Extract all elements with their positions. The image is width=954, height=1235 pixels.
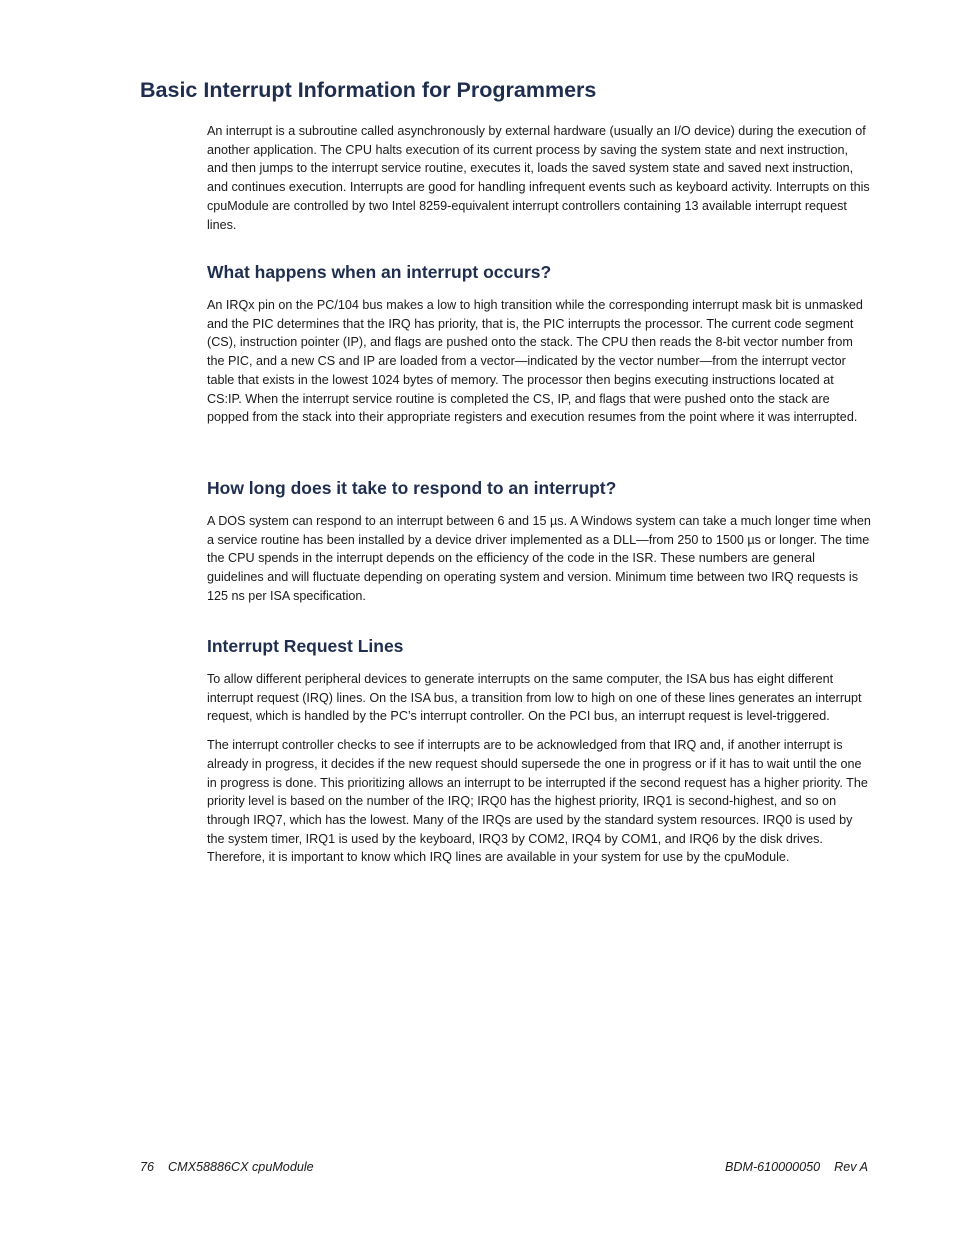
footer-left xyxy=(140,1160,314,1174)
document-id: BDM-610000050 xyxy=(724,1160,821,1174)
section-paragraph: To allow different peripheral devices to generate interrupts on the same computer, the ISA bus has eight different interrupt request (IRQ) lines. On the ISA bus, a transition from low to high on one of these lines generates an interrupt request, which is handled by the PC’s interrupt controller. On the PCI bus, an interrupt request is level-triggered. xyxy=(207,672,862,724)
section-response-time xyxy=(207,478,871,606)
section-heading: Interrupt Request Lines xyxy=(207,636,404,656)
revision: Rev A xyxy=(834,1160,868,1174)
intro-paragraph: An interrupt is a subroutine called asynchronously by external hardware (usually an I/O device) during the execution of another application. The CPU halts execution of its current process by saving the system state and next instruction, and then jumps to the interrupt service routine, executes it, loads the saved system state and saved next instruction, and continues execution. Interrupts are good for handling infrequent events such as keyboard activity. Interrupts on this cpuModule are controlled by two Intel 8259-equivalent interrupt controllers containing 13 available interrupt request lines. xyxy=(207,124,870,232)
section-heading: How long does it take to respond to an interrupt? xyxy=(207,478,617,498)
section-interrupt-occurs xyxy=(207,262,871,427)
page-title: Basic Interrupt Information for Programmers xyxy=(140,78,597,102)
section-paragraph: A DOS system can respond to an interrupt between 6 and 15 µs. A Windows system can take a much longer time when a service routine has been installed by a device driver implemented as a DLL—from 250 to 1500 µs or longer. The time the CPU spends in the interrupt depends on the efficiency of the code in the ISR. These numbers are general guidelines and will fluctuate depending on operating system and version. Minimum time between two IRQ requests is 125 ns per ISA specification. xyxy=(207,514,871,603)
page-number: 76 xyxy=(140,1160,155,1174)
section-paragraph: The interrupt controller checks to see if interrupts are to be acknowledged from that IRQ and, if another interrupt is already in progress, it decides if the new request should supersede the one in progress or if it has to wait until the one in progress is done. This prioritizing allows an interrupt to be interrupted if the second request has a higher priority. The priority level is based on the number of the IRQ; IRQ0 has the highest priority, IRQ1 is second-highest, and so on through IRQ7, which has the lowest. Many of the IRQs are used by the standard system resources. IRQ0 is used by the system timer, IRQ1 is used by the keyboard, IRQ3 by COM2, IRQ4 by COM1, and IRQ6 by the disk drives. Therefore, it is important to know which IRQ lines are available in your system for use by the cpuModule. xyxy=(207,738,868,865)
intro-block xyxy=(207,122,871,234)
section-heading: What happens when an interrupt occurs? xyxy=(207,262,552,282)
section-request-lines xyxy=(207,636,871,867)
footer-right xyxy=(725,1160,868,1174)
section-paragraph: An IRQx pin on the PC/104 bus makes a low to high transition while the corresponding interrupt mask bit is unmasked and the PIC determines that the IRQ has priority, that is, the PIC interrupts the processor. The current code segment (CS), instruction pointer (IP), and flags are pushed onto the stack. The CPU then reads the 8-bit vector number from the PIC, and a new CS and IP are loaded from a vector—indicated by the vector number—from the interrupt vector table that exists in the lowest 1024 bytes of memory. The processor then begins executing instructions located at CS:IP. When the interrupt service routine is completed the CS, IP, and flags that were pushed onto the stack are popped from the stack into their appropriate registers and execution resumes from the point where it was interrupted. xyxy=(207,298,863,425)
product-name: CMX58886CX cpuModule xyxy=(168,1160,314,1174)
